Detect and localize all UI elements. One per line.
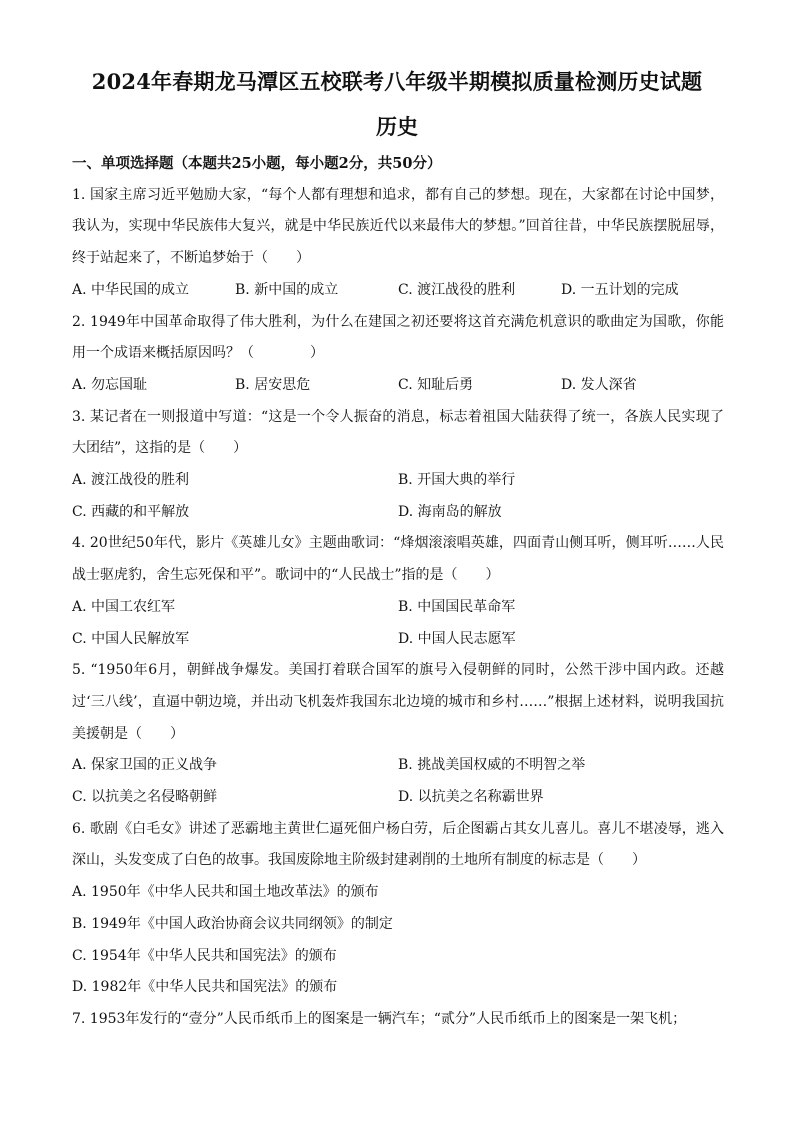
- option-b: B. 1949年《中国人政治协商会议共同纲领》的制定: [72, 915, 393, 932]
- options-row: [72, 592, 724, 624]
- option-c: C. 以抗美之名侵略朝鲜: [72, 789, 218, 806]
- options-row: [72, 275, 724, 307]
- option-d: D. 海南岛的解放: [398, 503, 502, 520]
- question-text: 3. 某记者在一则报道中写道：“这是一个令人振奋的消息，标志着祖国大陆获得了统一，各族人民实现了大团结”，这指的是（ ）: [72, 408, 724, 457]
- options-row: [72, 497, 724, 529]
- option-a: A. 1950年《中华人民共和国土地改革法》的颁布: [72, 884, 379, 901]
- exam-content: [72, 148, 724, 1036]
- option-c: C. 1954年《中华人民共和国宪法》的颁布: [72, 947, 337, 964]
- option-d: D. 以抗美之名称霸世界: [398, 789, 544, 806]
- question-4: [72, 528, 724, 655]
- question-6: [72, 814, 724, 1004]
- question-2: [72, 307, 724, 402]
- option-a: A. 渡江战役的胜利: [72, 472, 190, 489]
- option-a: A. 勿忘国耻: [72, 376, 148, 393]
- option-b: B. 中国国民革命军: [398, 598, 516, 615]
- question-text: 5. “1950年6月，朝鲜战争爆发。美国打着联合国军的旗号入侵朝鲜的同时，公然干涉中国内政。还越过‘三八线’，直逼中朝边境，并出动飞机轰炸我国东北边境的城市和乡村……”根据上述材料，说明我国抗美援朝是（ ）: [72, 662, 724, 742]
- options-row: [72, 370, 724, 402]
- option-c: C. 知耻后勇: [398, 376, 474, 393]
- option-d: D. 发人深省: [561, 376, 637, 393]
- options-list: [72, 877, 724, 1004]
- page-title: 2024年春期龙马潭区五校联考八年级半期模拟质量检测历史试题: [91, 69, 703, 94]
- question-text: 4. 20世纪50年代，影片《英雄儿女》主题曲歌词：“烽烟滚滚唱英雄，四面青山侧耳听，侧耳听……人民战士驱虎豹，舍生忘死保和平”。歌词中的“人民战士”指的是（ ）: [72, 535, 724, 584]
- question-text: 7. 1953年发行的“壹分”人民币纸币上的图案是一辆汽车；“贰分”人民币纸币上的图案是一架飞机；: [72, 1010, 687, 1027]
- option-b: B. 居安思危: [235, 376, 311, 393]
- option-d: D. 中国人民志愿军: [398, 630, 516, 647]
- question-5: [72, 655, 724, 814]
- option-d: D. 1982年《中华人民共和国宪法》的颁布: [72, 979, 338, 996]
- question-text: 2. 1949年中国革命取得了伟大胜利，为什么在建国之初还要将这首充满危机意识的歌曲定为国歌，你能用一个成语来概括原因吗？（ ）: [72, 313, 724, 362]
- options-row: [72, 750, 724, 782]
- page-subtitle: 历史: [376, 114, 418, 139]
- option-a: A. 中国工农红军: [72, 598, 176, 615]
- option-b: B. 开国大典的举行: [398, 472, 516, 489]
- question-1: [72, 180, 724, 307]
- option-a: A. 中华民国的成立: [72, 281, 190, 298]
- option-d: D. 一五计划的完成: [561, 281, 679, 298]
- option-c: C. 中国人民解放军: [72, 630, 190, 647]
- question-text: 6. 歌剧《白毛女》讲述了恶霸地主黄世仁逼死佃户杨白劳，后企图霸占其女儿喜儿。喜儿不堪凌辱，逃入深山，头发变成了白色的故事。我国废除地主阶级封建剥削的土地所有制度的标志是（ ）: [72, 820, 724, 869]
- options-row: [72, 624, 724, 656]
- option-a: A. 保家卫国的正义战争: [72, 757, 218, 774]
- option-b: B. 挑战美国权威的不明智之举: [398, 757, 586, 774]
- option-c: C. 渡江战役的胜利: [398, 281, 516, 298]
- options-row: [72, 782, 724, 814]
- question-7: [72, 1004, 724, 1036]
- options-row: [72, 465, 724, 497]
- question-3: [72, 402, 724, 529]
- section-heading: 一、单项选择题（本题共25小题，每小题2分，共50分）: [72, 155, 442, 172]
- option-c: C. 西藏的和平解放: [72, 503, 190, 520]
- option-b: B. 新中国的成立: [235, 281, 339, 298]
- question-text: 1. 国家主席习近平勉励大家，“每个人都有理想和追求，都有自己的梦想。现在，大家都在讨论中国梦，我认为，实现中华民族伟大复兴，就是中华民族近代以来最伟大的梦想。”回首往昔，中华民族摆脱屈辱，终于站起来了，不断追梦始于（ ）: [72, 186, 724, 267]
